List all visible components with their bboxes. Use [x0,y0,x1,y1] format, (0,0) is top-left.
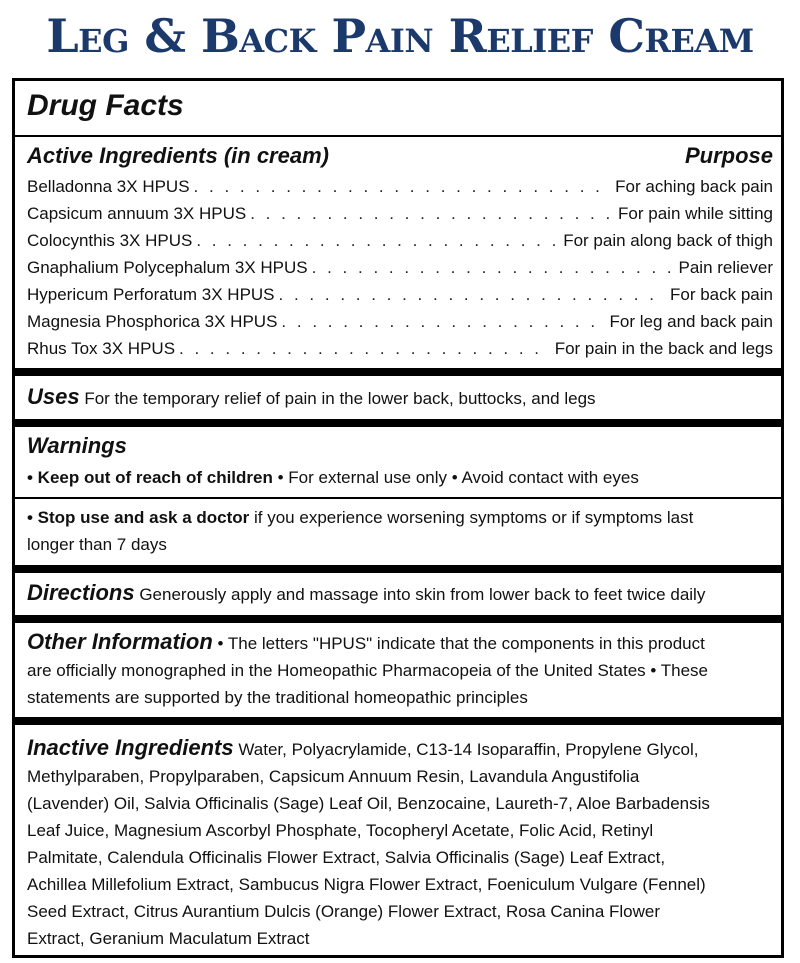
warning-bold: • Keep out of reach of children [27,468,273,487]
section-divider [15,717,781,725]
inactive-ingredients-section [27,735,773,763]
ingredient-purpose: Pain reliever [678,258,773,277]
section-divider [15,419,781,427]
warning-text: longer than 7 days [27,535,167,554]
ingredient-purpose: For pain along back of thigh [563,231,773,250]
warning-line [27,532,773,558]
ingredient-name: Belladonna 3X HPUS [27,177,190,196]
ingredient-name: Capsicum annuum 3X HPUS [27,204,247,223]
ingredient-purpose: For pain in the back and legs [554,339,773,358]
dot-leader [179,339,551,359]
ingredient-purpose: For aching back pain [615,177,773,196]
directions-text: Generously apply and massage into skin from lower back to feet twice daily [139,585,706,604]
inactive-ingredients-line [27,926,773,952]
uses-text: For the temporary relief of pain in the lower back, buttocks, and legs [84,389,596,408]
dot-leader [279,285,666,305]
inactive-ingredients-line [27,899,773,925]
inactive-ingredients-text: Leaf Juice, Magnesium Ascorbyl Phosphate, Tocopheryl Acetate, Folic Acid, Retinyl [27,821,654,840]
section-divider [15,368,781,376]
inactive-ingredients-text: Palmitate, Calendula Officinalis Flower Extract, Salvia Officinalis (Sage) Leaf Extract, [27,848,666,867]
warning-text: • For external use only • Avoid contact with eyes [272,468,639,487]
ingredient-list [27,177,773,366]
dot-leader [196,231,559,251]
ingredient-row [27,258,773,285]
inactive-ingredients-line [27,845,773,871]
inactive-ingredients-line [27,764,773,790]
drug-facts-heading: Drug Facts [27,89,184,122]
dot-leader [281,312,605,332]
other-information-line [27,658,773,684]
drug-facts-panel [12,78,784,958]
inactive-ingredients-text: Achillea Millefolium Extract, Sambucus Nigra Flower Extract, Foeniculum Vulgare (Fennel) [27,875,706,894]
inactive-ingredients-text: Water, Polyacrylamide, C13-14 Isoparaffin, Propylene Glycol, [233,740,699,759]
purpose-header: Purpose [684,143,773,168]
ingredient-name: Magnesia Phosphorica 3X HPUS [27,312,278,331]
ingredient-row [27,231,773,258]
ingredient-row [27,204,773,231]
uses-label: Uses [27,384,80,409]
inactive-ingredients-text: Extract, Geranium Maculatum Extract [27,929,310,948]
inactive-ingredients-line [27,818,773,844]
ingredient-name: Hypericum Perforatum 3X HPUS [27,285,275,304]
section-divider [15,615,781,623]
ingredient-purpose: For pain while sitting [618,204,773,223]
inactive-ingredients-line [27,872,773,898]
warnings-label: Warnings [27,433,127,458]
inactive-ingredients-text: (Lavender) Oil, Salvia Officinalis (Sage) Leaf Oil, Benzocaine, Laureth-7, Aloe Barbadensis [27,794,710,813]
directions-label: Directions [27,580,135,605]
other-information-text: • The letters "HPUS" indicate that the components in this product [212,634,705,653]
warning-bold: • Stop use and ask a doctor [27,508,250,527]
divider [15,497,781,499]
warning-line [27,505,773,531]
inactive-ingredients-label: Inactive Ingredients [27,735,234,760]
other-information-text: statements are supported by the traditional homeopathic principles [27,688,528,707]
other-information-section [27,629,773,657]
other-information-label: Other Information [27,629,213,654]
inactive-ingredients-text: Methylparaben, Propylparaben, Capsicum Annuum Resin, Lavandula Angustifolia [27,767,640,786]
product-title: Leg & Back Pain Relief Cream [46,9,754,63]
other-information-text: are officially monographed in the Homeopathic Pharmacopeia of the United States • These [27,661,709,680]
warning-line [27,465,773,491]
divider [15,135,781,137]
directions-section [27,580,773,608]
other-information-line [27,685,773,711]
uses-section [27,384,773,412]
warnings-section [27,433,773,461]
ingredient-name: Rhus Tox 3X HPUS [27,339,176,358]
ingredient-row [27,312,773,339]
dot-leader [250,204,614,224]
dot-leader [312,258,675,278]
ingredient-name: Gnaphalium Polycephalum 3X HPUS [27,258,308,277]
ingredient-name: Colocynthis 3X HPUS [27,231,193,250]
ingredient-row [27,177,773,204]
ingredient-row [27,285,773,312]
warning-text: if you experience worsening symptoms or if symptoms last [249,508,694,527]
inactive-ingredients-line [27,791,773,817]
ingredient-purpose: For leg and back pain [609,312,773,331]
dot-leader [194,177,612,197]
ingredient-purpose: For back pain [670,285,773,304]
active-ingredients-header: Active Ingredients (in cream) [27,143,329,168]
inactive-ingredients-text: Seed Extract, Citrus Aurantium Dulcis (Orange) Flower Extract, Rosa Canina Flower [27,902,661,921]
section-divider [15,565,781,573]
ingredient-row [27,339,773,366]
